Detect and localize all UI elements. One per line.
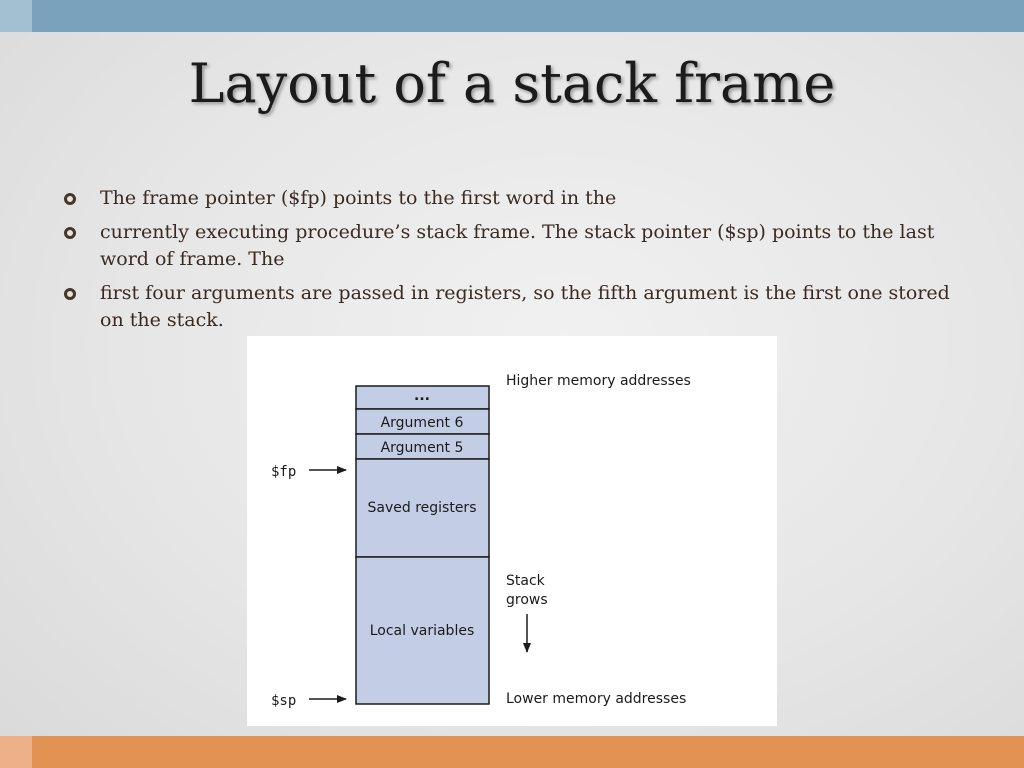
bullet-item bbox=[62, 185, 972, 212]
bullet-text: first four arguments are passed in registers, so the fifth argument is the first one stored on the stack. bbox=[100, 282, 950, 331]
bullet-text: The frame pointer ($fp) points to the first word in the bbox=[100, 187, 617, 209]
bullet-marker-icon bbox=[64, 227, 76, 239]
sp-label: $sp bbox=[271, 693, 297, 709]
bullet-list bbox=[62, 185, 972, 341]
bottom-decor-accent bbox=[0, 736, 32, 768]
cell-label-local-variables: Local variables bbox=[369, 623, 475, 639]
cell-label-argument-6: Argument 6 bbox=[380, 415, 464, 431]
stack-cells bbox=[356, 386, 489, 704]
cell-label-ellipsis: ... bbox=[414, 388, 430, 404]
stack-frame-figure bbox=[247, 336, 777, 726]
top-decor-bar bbox=[0, 0, 1024, 32]
bullet-text: currently executing procedure’s stack frame. The stack pointer ($sp) points to the last word of frame. The bbox=[100, 221, 935, 270]
lower-memory-label: Lower memory addresses bbox=[506, 691, 687, 707]
bottom-decor-bar bbox=[0, 736, 1024, 768]
bullet-item bbox=[62, 219, 972, 273]
stack-grows-label-line1: Stack bbox=[506, 573, 545, 589]
bullet-item bbox=[62, 280, 972, 334]
top-decor-accent bbox=[0, 0, 32, 32]
bullet-marker-icon bbox=[64, 288, 76, 300]
higher-memory-label: Higher memory addresses bbox=[506, 373, 691, 389]
stack-grows-label-line2: grows bbox=[506, 592, 548, 608]
bullet-marker-icon bbox=[64, 193, 76, 205]
fp-label: $fp bbox=[271, 464, 297, 480]
cell-label-saved-registers: Saved registers bbox=[367, 500, 477, 516]
cell-label-argument-5: Argument 5 bbox=[380, 440, 464, 456]
stack-frame-diagram bbox=[247, 336, 777, 726]
slide-title: Layout of a stack frame bbox=[188, 52, 836, 115]
